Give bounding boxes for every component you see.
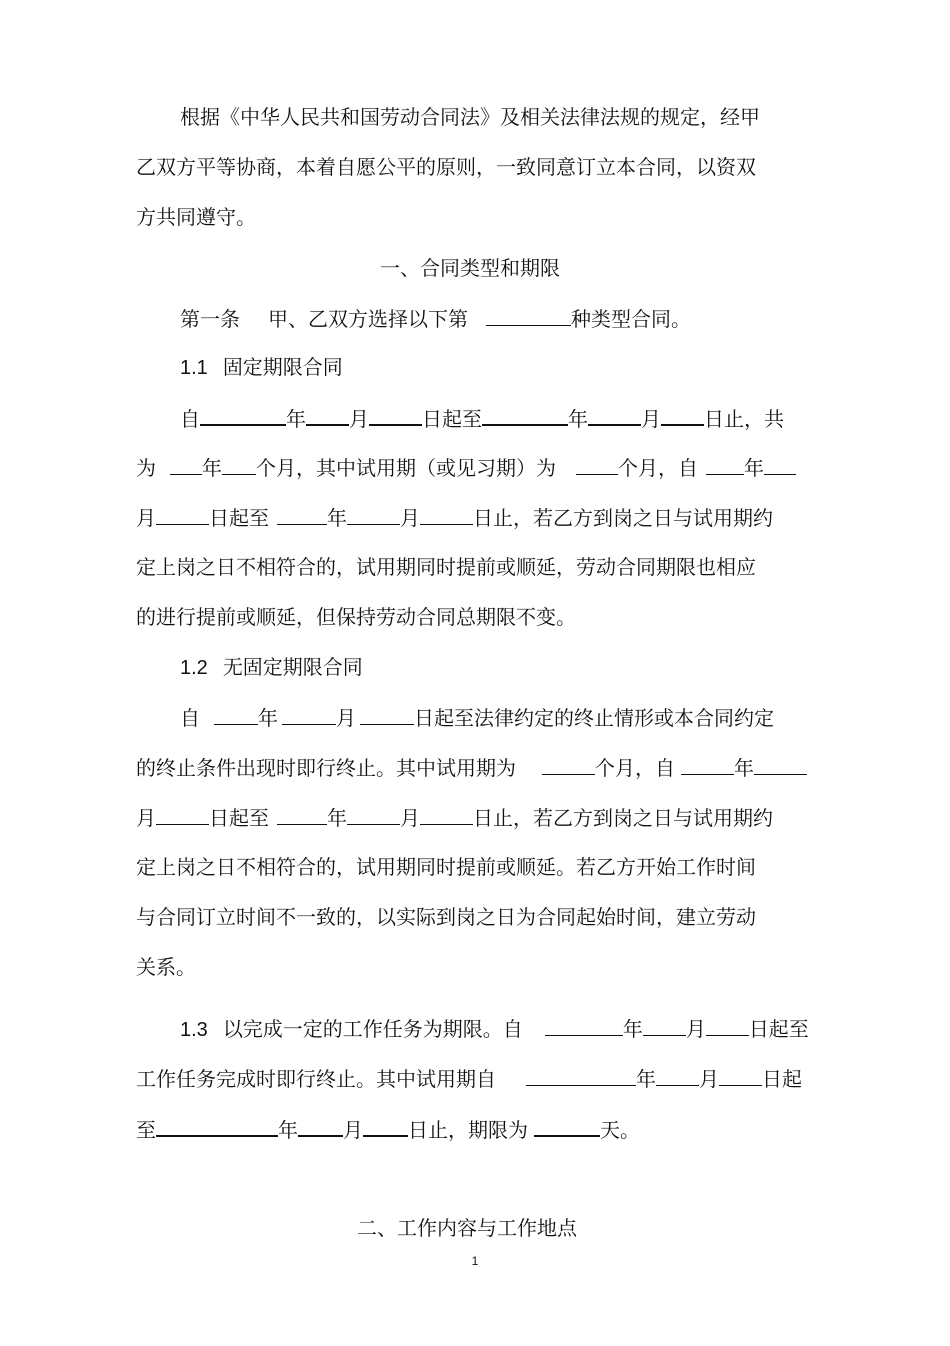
probation-months-blank[interactable] (576, 455, 618, 475)
section-1-heading: 一、合同类型和期限 (380, 256, 560, 280)
article-1-line: 第一条 甲、乙双方选择以下第 种类型合同。 (180, 307, 691, 331)
term-years-blank[interactable] (170, 455, 202, 475)
task-start-month-blank[interactable] (643, 1016, 686, 1036)
clause-1-2-row-1: 自 年 月 日起至法律约定的终止情形或本合同约定 (180, 706, 774, 730)
end-month-blank[interactable] (588, 405, 641, 426)
start-day-blank[interactable] (369, 405, 422, 426)
clause-1-2-row-2: 的终止条件出现时即行终止。其中试用期为 个月，自 年 (136, 755, 807, 779)
clause-1-2-line-4: 定上岗之日不相符合的，试用期同时提前或顺延。若乙方开始工作时间 (136, 855, 756, 879)
intro-line-2: 乙双方平等协商，本着自愿公平的原则，一致同意订立本合同，以资双 (136, 155, 756, 179)
clause-1-1-line-4: 定上岗之日不相符合的，试用期同时提前或顺延，劳动合同期限也相应 (136, 555, 756, 579)
open-probation-start-year-blank[interactable] (681, 755, 734, 775)
clause-1-3-row-2: 工作任务完成时即行终止。其中试用期自 年 月 日起 (136, 1067, 802, 1091)
open-probation-end-year-blank[interactable] (277, 805, 327, 825)
clause-1-2-line-6: 关系。 (136, 955, 196, 979)
intro-line-1: 根据《中华人民共和国劳动合同法》及相关法律法规的规定，经甲 (180, 105, 760, 129)
clause-1-2-title: 1.2 无固定期限合同 (180, 655, 363, 679)
probation-end-day-blank[interactable] (420, 505, 473, 525)
clause-1-1-title: 1.1 固定期限合同 (180, 355, 343, 379)
start-month-blank[interactable] (306, 405, 349, 426)
intro-line-3: 方共同遵守。 (136, 205, 256, 229)
open-start-month-blank[interactable] (282, 705, 336, 725)
probation-start-year-blank[interactable] (706, 455, 744, 475)
start-year-blank[interactable] (200, 405, 286, 426)
task-probation-end-day-blank[interactable] (363, 1116, 408, 1137)
task-probation-end-month-blank[interactable] (298, 1116, 343, 1137)
task-probation-start-month-blank[interactable] (656, 1066, 699, 1086)
task-start-day-blank[interactable] (706, 1016, 749, 1036)
probation-end-year-blank[interactable] (277, 505, 327, 525)
section-2-heading: 二、工作内容与工作地点 (357, 1216, 577, 1240)
clause-1-3-row-3: 至 年 月 日止，期限为 天。 (136, 1118, 640, 1142)
open-probation-start-day-blank[interactable] (156, 805, 209, 825)
open-start-year-blank[interactable] (214, 705, 258, 725)
clause-1-2-line-5: 与合同订立时间不一致的，以实际到岗之日为合同起始时间，建立劳动 (136, 905, 756, 929)
article-1-label: 第一条 (180, 307, 240, 331)
task-probation-start-year-blank[interactable] (526, 1066, 636, 1086)
clause-1-1-row-1: 自 年 月 日起至 年 月 日止，共 (180, 407, 784, 431)
clause-1-1-row-3: 月 日起至 年 月 日止，若乙方到岗之日与试用期约 (136, 506, 773, 530)
probation-end-month-blank[interactable] (347, 505, 400, 525)
task-start-year-blank[interactable] (545, 1016, 623, 1036)
contract-type-blank[interactable] (486, 306, 571, 326)
end-day-blank[interactable] (661, 405, 704, 426)
open-start-day-blank[interactable] (360, 705, 414, 725)
probation-days-blank[interactable] (534, 1116, 600, 1137)
open-probation-end-day-blank[interactable] (420, 805, 473, 825)
page-number: 1 (471, 1254, 479, 1268)
open-probation-start-month-blank[interactable] (754, 755, 807, 775)
task-probation-end-year-blank[interactable] (156, 1116, 278, 1137)
clause-1-2-row-3: 月 日起至 年 月 日止，若乙方到岗之日与试用期约 (136, 806, 773, 830)
open-probation-end-month-blank[interactable] (347, 805, 400, 825)
open-probation-months-blank[interactable] (542, 755, 595, 775)
end-year-blank[interactable] (482, 405, 568, 426)
probation-start-day-blank[interactable] (156, 505, 209, 525)
term-months-blank[interactable] (222, 455, 256, 475)
task-probation-start-day-blank[interactable] (719, 1066, 762, 1086)
clause-1-1-row-2: 为 年 个月，其中试用期（或见习期）为 个月，自 年 (136, 455, 796, 479)
clause-1-3-row-1: 1.3 以完成一定的工作任务为期限。自 年 月 日起至 (180, 1017, 809, 1041)
clause-1-1-line-5: 的进行提前或顺延，但保持劳动合同总期限不变。 (136, 605, 576, 629)
probation-start-month-blank[interactable] (764, 455, 796, 475)
